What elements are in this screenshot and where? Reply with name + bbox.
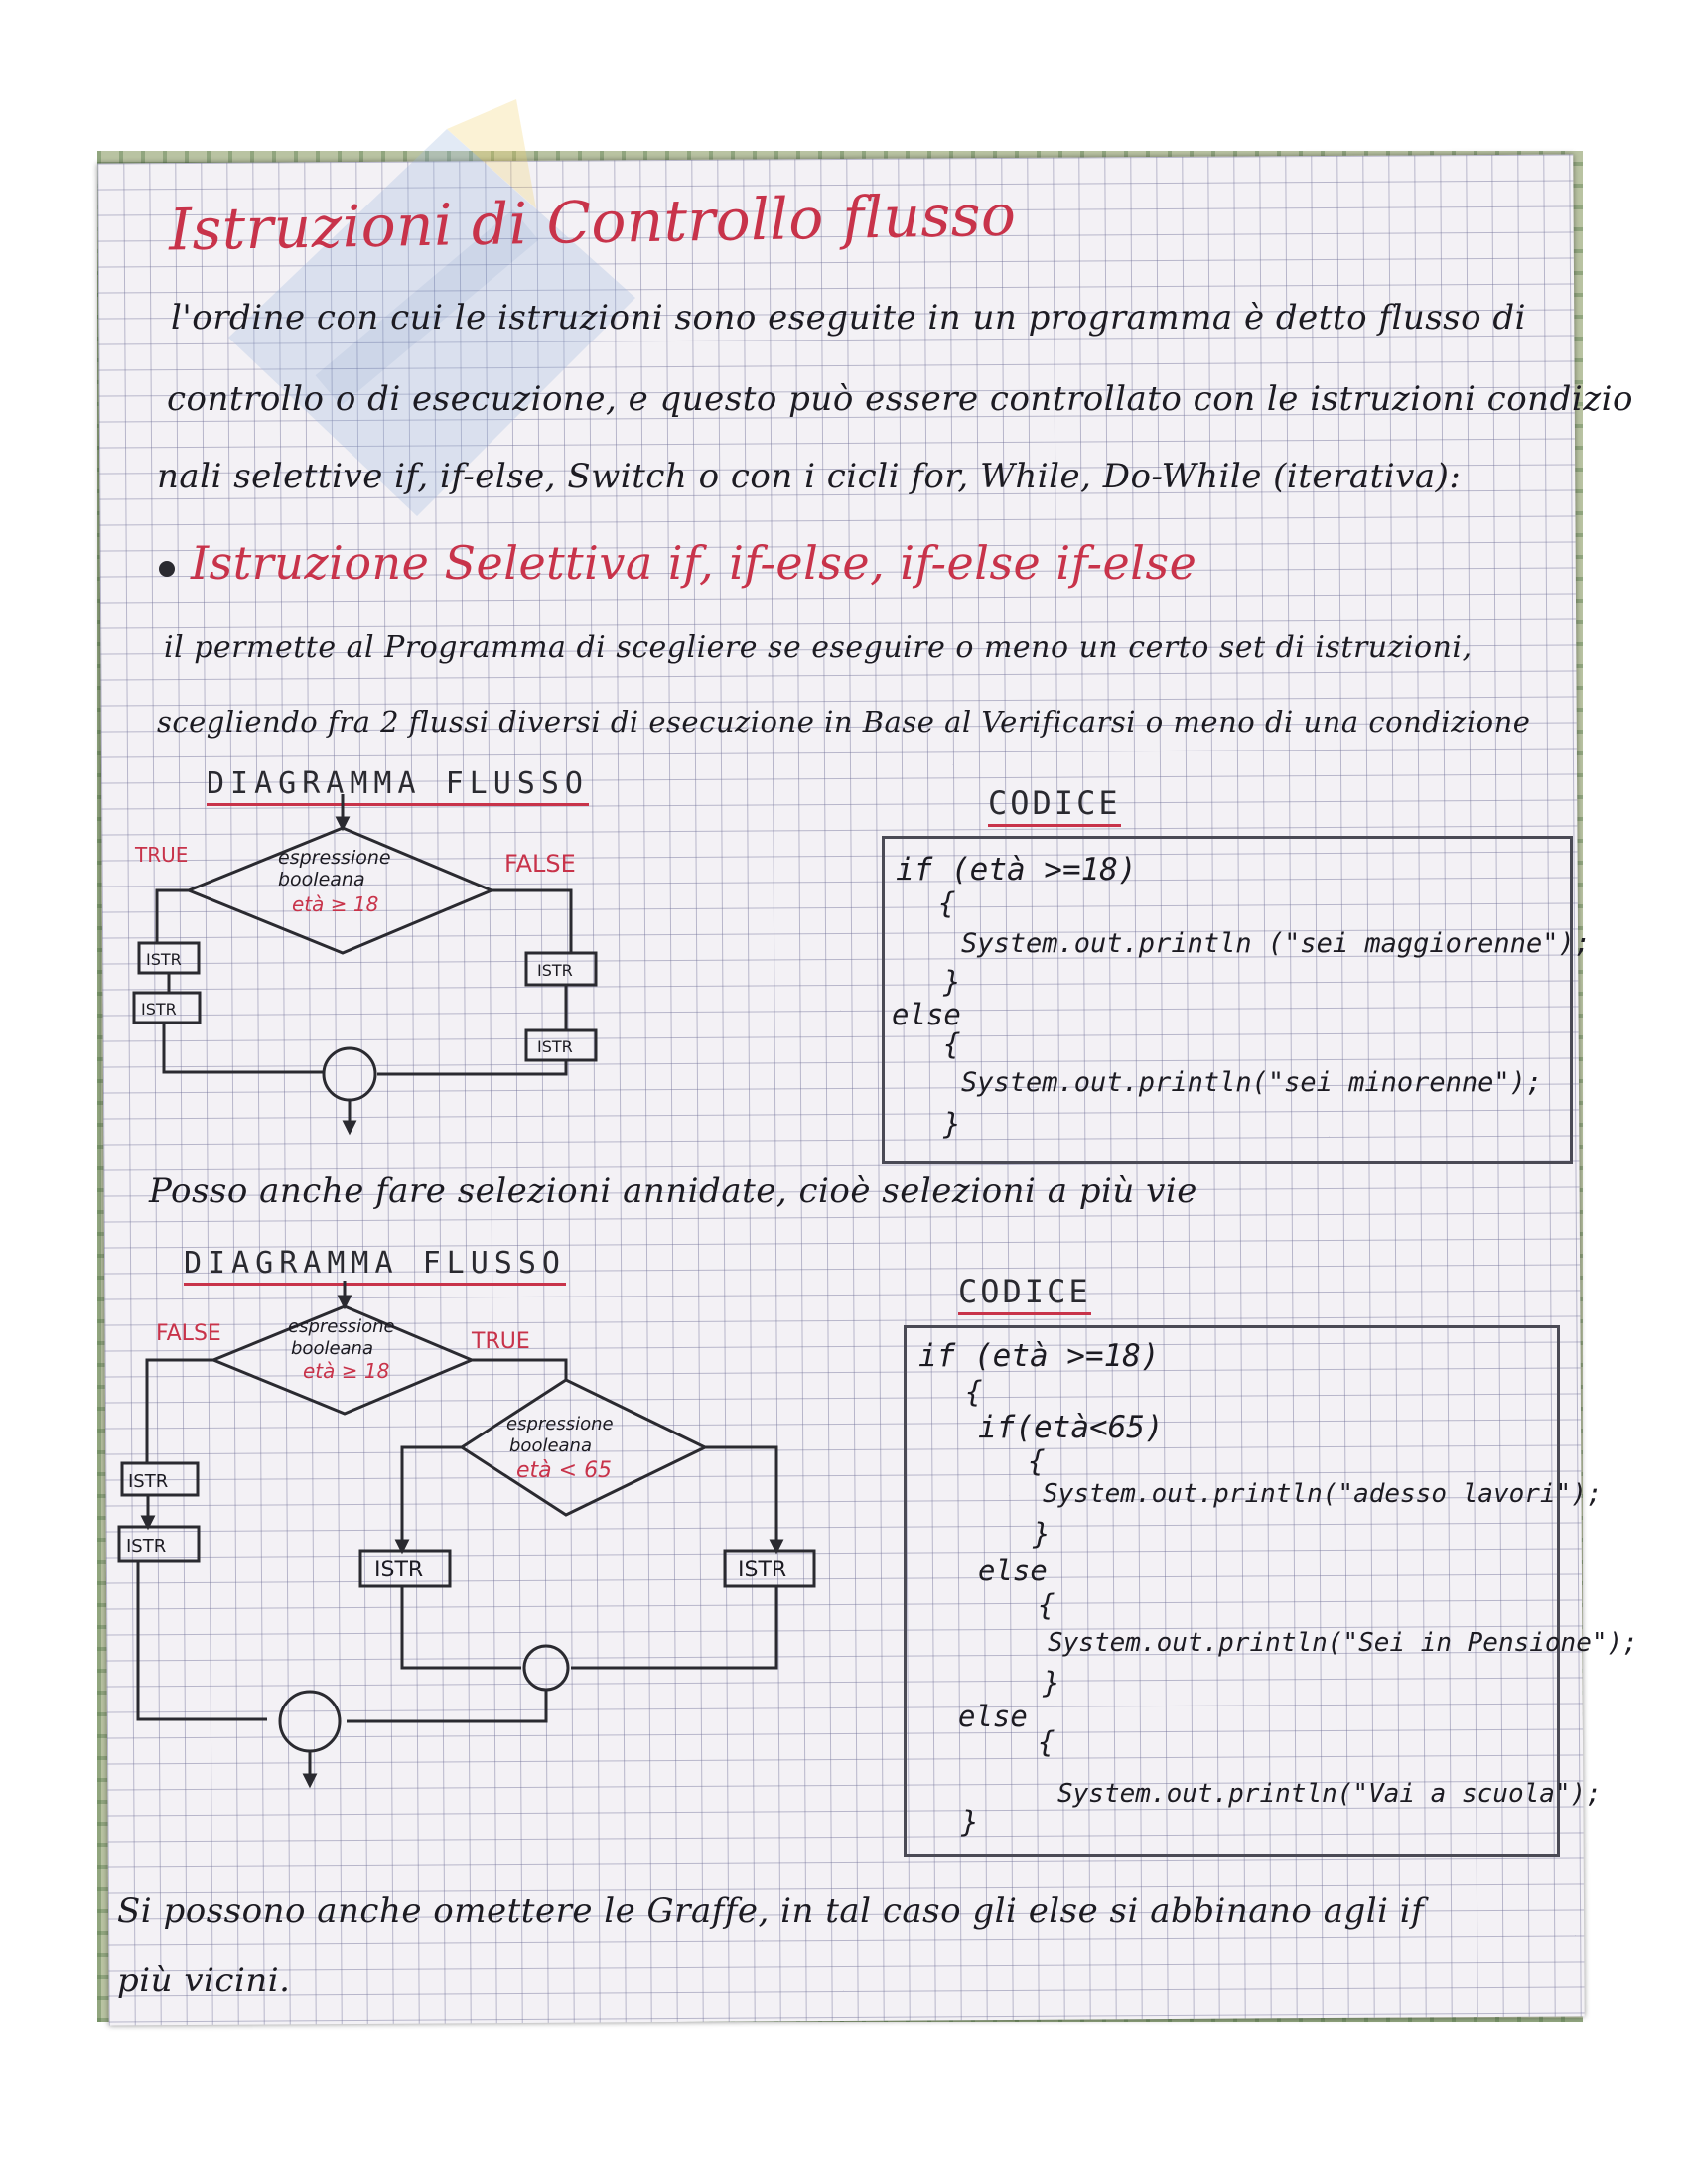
istr-label: ISTR [126,1536,167,1557]
cond1-line-1: espressione [288,1316,395,1337]
flowchart-simple [129,794,645,1142]
code1-line-5: else [892,998,961,1031]
cond1-line-3: età ≥ 18 [303,1359,390,1383]
false-label: FALSE [504,850,576,878]
condition-line-2: booleana [278,869,365,890]
cond2-line-2: booleana [509,1435,592,1456]
flowchart-nested [114,1281,829,1797]
section-line-1: il permette al Programma di scegliere se eseguire o meno un certo set di istruzioni, [164,630,1473,665]
code2-line-4: { [1028,1444,1046,1478]
code2-line-3: if(età<65) [978,1410,1164,1445]
join-circle [324,1048,375,1100]
code1-line-8: } [943,1107,961,1141]
cond1-line-2: booleana [291,1338,373,1359]
code2-line-7: else [978,1554,1048,1587]
istr-label: ISTR [537,1037,573,1056]
nested-intro: Posso anche fare selezioni annidate, cioè selezioni a più vie [149,1171,1197,1211]
page-title: Istruzioni di Controllo flusso [168,181,1017,264]
cond2-line-3: età < 65 [516,1458,613,1483]
code2-line-11: else [958,1700,1028,1733]
condition-line-3: età ≥ 18 [292,892,379,916]
intro-line-1: l'ordine con cui le istruzioni sono eseguite in un programma è detto flusso di [171,298,1527,338]
false-label: FALSE [156,1321,221,1346]
code1-heading [988,784,1121,822]
code2-line-12: { [1038,1725,1055,1759]
code1-line-1: if (età >=18) [896,852,1137,887]
diagram1-heading-text: DIAGRAMMA FLUSSO [207,766,589,806]
code2-line-13: System.out.println("Vai a scuola"); [1057,1779,1602,1809]
code1-line-6: { [943,1027,961,1061]
istr-label: ISTR [146,950,182,969]
code1-heading-text: CODICE [988,784,1121,827]
closing-line-1: Si possono anche omettere le Graffe, in tal caso gli else si abbinano agli if [117,1891,1425,1931]
true-label: TRUE [135,843,189,867]
code2-line-9: System.out.println("Sei in Pensione"); [1048,1628,1638,1658]
section-line-2: scegliendo fra 2 flussi diversi di esecuzione in Base al Verificarsi o meno di una condizione [157,705,1531,739]
istr-label: ISTR [738,1558,787,1582]
code2-line-8: { [1038,1588,1055,1622]
code2-heading [958,1273,1091,1310]
outer-join-circle [280,1692,340,1751]
code2-line-2: { [965,1375,983,1409]
inner-join-circle [524,1646,568,1690]
code2-line-5: System.out.println("adesso lavori"); [1043,1479,1603,1509]
istr-label: ISTR [537,961,573,980]
diagram2-heading-text: DIAGRAMMA FLUSSO [184,1246,566,1286]
code2-line-1: if (età >=18) [918,1338,1160,1374]
code1-line-3: System.out.println ("sei maggiorenne"); [961,928,1591,959]
intro-line-3: nali selettive if, if-else, Switch o con i cicli for, While, Do-While (iterativa): [157,457,1462,496]
true-label: TRUE [472,1329,530,1354]
code2-line-6: } [1033,1517,1051,1551]
code2-heading-text: CODICE [958,1273,1091,1315]
code2-box [904,1325,1560,1857]
section-heading: Istruzione Selettiva if, if-else, if-else if-else [191,536,1197,590]
condition-line-1: espressione [278,847,391,869]
code1-line-2: { [938,887,956,920]
intro-line-2: controllo o di esecuzione, e questo può essere controllato con le istruzioni condizio [167,379,1633,419]
code1-line-4: } [943,965,961,999]
code1-line-7: System.out.println("sei minorenne"); [961,1067,1543,1098]
istr-label: ISTR [141,1000,177,1019]
istr-label: ISTR [374,1558,424,1582]
istr-label: ISTR [128,1471,169,1492]
diagram2-heading [184,1246,566,1281]
code2-line-14: } [961,1805,979,1839]
bullet-dot [159,561,175,577]
closing-line-2: più vicini. [117,1961,291,2000]
cond2-line-1: espressione [506,1414,614,1434]
code2-line-10: } [1043,1666,1060,1700]
